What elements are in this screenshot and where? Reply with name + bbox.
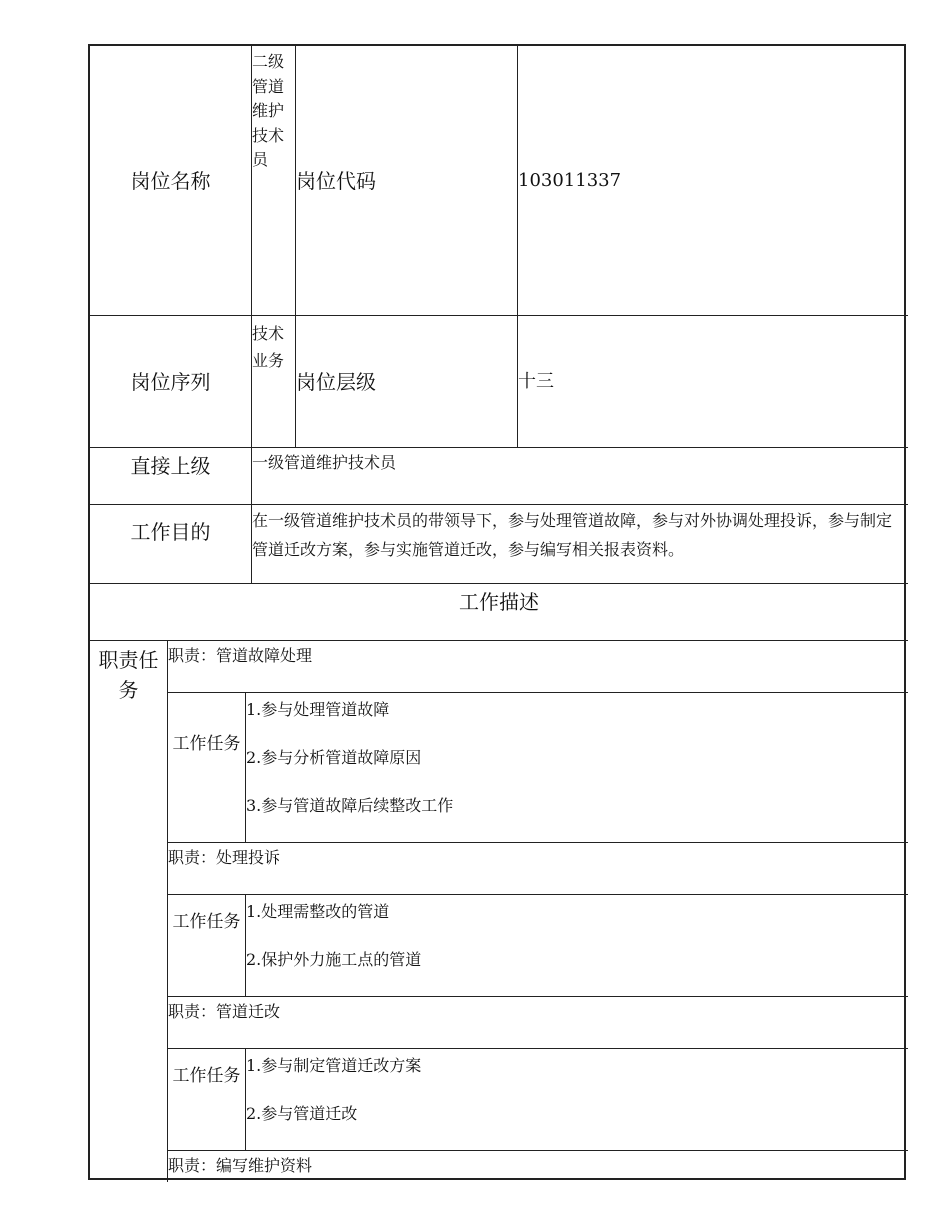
position-name-label: 岗位名称 (130, 168, 211, 193)
responsibilities-label-cell (90, 641, 168, 1182)
task-item-1-3: 3.参与管道故障后续整改工作 (246, 796, 454, 815)
position-level-value: 十三 (518, 370, 554, 392)
task-list-cell-3 (246, 1049, 908, 1151)
task-item-1-2: 2.参与分析管道故障原因 (246, 748, 422, 767)
task-list-cell-2 (246, 895, 908, 997)
position-level-label-cell (296, 316, 518, 448)
work-description-title-cell (90, 584, 908, 641)
position-name-value-cell (252, 46, 296, 316)
task-label-cell-1 (168, 693, 246, 843)
direct-superior-label-cell (90, 448, 252, 505)
position-code-value-cell (518, 46, 908, 316)
task-item-3-1: 1.参与制定管道迁改方案 (246, 1056, 422, 1075)
position-code-value: 103011337 (518, 169, 622, 191)
work-purpose-value: 在一级管道维护技术员的带领导下，参与处理管道故障，参与对外协调处理投诉，参与制定管道迁改方案，参与实施管道迁改，参与编写相关报表资料。 (252, 511, 893, 559)
position-code-label: 岗位代码 (296, 168, 376, 193)
position-sequence-value-cell (252, 316, 296, 448)
duty-row-2 (168, 843, 908, 895)
task-list-cell-1 (246, 693, 908, 843)
work-description-title: 工作描述 (459, 590, 539, 614)
position-level-label: 岗位层级 (296, 369, 376, 394)
direct-superior-value-cell (252, 448, 908, 505)
task-label-1: 工作任务 (172, 734, 241, 754)
position-sequence-label-cell (90, 316, 252, 448)
duty-text-1: 职责：管道故障处理 (168, 646, 313, 665)
position-sequence-label: 岗位序列 (130, 369, 211, 394)
duty-text-4: 职责：编写维护资料 (168, 1156, 313, 1175)
direct-superior-label: 直接上级 (130, 454, 211, 478)
task-label-cell-2 (168, 895, 246, 997)
position-sequence-value: 技术业务 (252, 324, 285, 370)
duty-text-3: 职责：管道迁改 (168, 1002, 281, 1021)
responsibilities-label: 职责任务 (98, 648, 159, 702)
position-name-value: 二级管道维护技术员 (252, 52, 285, 169)
position-level-value-cell (518, 316, 908, 448)
task-item-2-1: 1.处理需整改的管道 (246, 902, 390, 921)
work-purpose-label: 工作目的 (130, 520, 211, 544)
task-item-3-2: 2.参与管道迁改 (246, 1104, 358, 1123)
duty-row-4 (168, 1151, 908, 1182)
work-purpose-label-cell (90, 505, 252, 584)
duty-row-3 (168, 997, 908, 1049)
task-item-1-1: 1.参与处理管道故障 (246, 700, 390, 719)
duty-text-2: 职责：处理投诉 (168, 848, 281, 867)
task-label-2: 工作任务 (172, 912, 241, 932)
task-label-cell-3 (168, 1049, 246, 1151)
direct-superior-value: 一级管道维护技术员 (252, 453, 397, 472)
position-name-label-cell (90, 46, 252, 316)
task-item-2-2: 2.保护外力施工点的管道 (246, 950, 422, 969)
job-description-sheet (88, 44, 906, 1180)
duty-row-1 (168, 641, 908, 693)
task-label-3: 工作任务 (172, 1066, 241, 1086)
position-code-label-cell (296, 46, 518, 316)
work-purpose-value-cell (252, 505, 908, 584)
